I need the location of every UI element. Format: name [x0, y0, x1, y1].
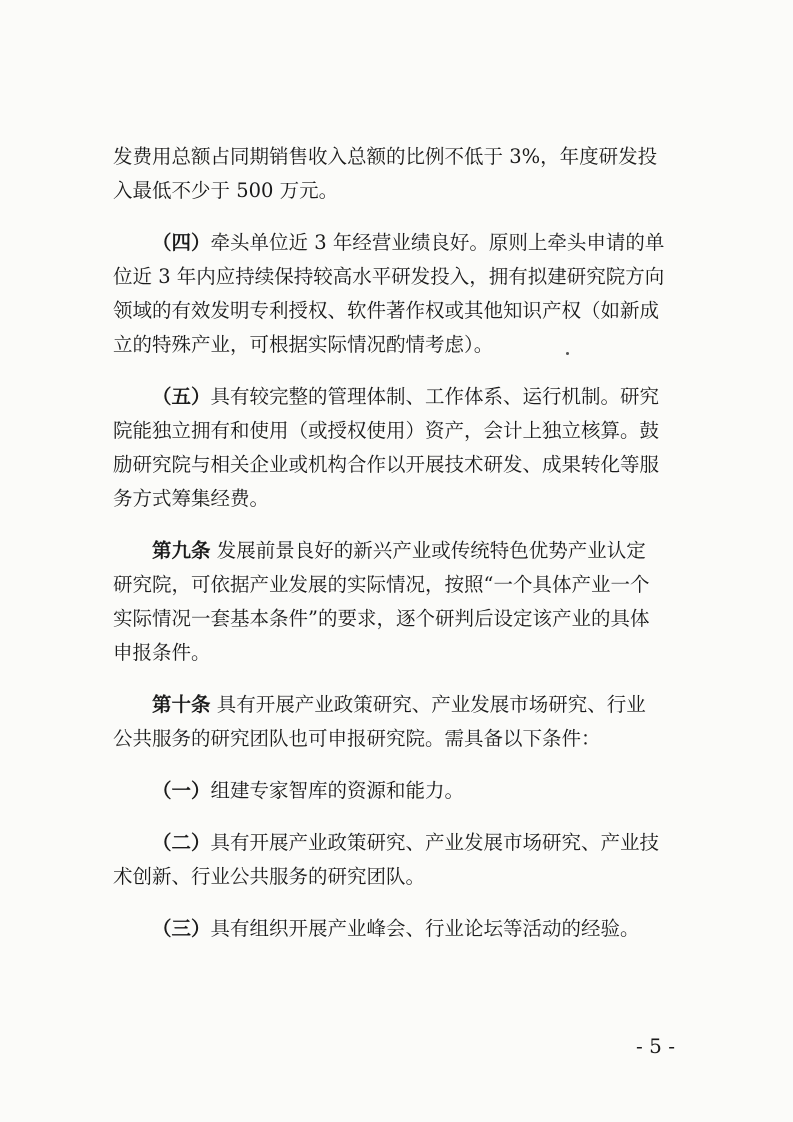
paragraph [113, 534, 698, 670]
paragraph [113, 688, 698, 756]
clause-heading: 第九条 [152, 539, 211, 562]
line-text: 励研究院与相关企业或机构合作以开展技术研发、成果转化等服 [113, 453, 660, 476]
line-text: 申报条件。 [113, 641, 211, 664]
line-text: 具有组织开展产业峰会、行业论坛等活动的经验。 [210, 917, 640, 940]
paragraph [113, 226, 698, 362]
line-text: 具有开展产业政策研究、产业发展市场研究、产业技 [210, 831, 660, 854]
text-line [113, 448, 698, 482]
text-line [113, 328, 698, 362]
paragraph [113, 380, 698, 516]
document-body [113, 140, 698, 964]
line-text: 公共服务的研究团队也可申报研究院。需具备以下条件： [113, 727, 601, 750]
text-line [113, 912, 698, 946]
text-line [113, 260, 698, 294]
clause-heading: （三） [152, 917, 211, 940]
text-line [113, 774, 698, 808]
line-text: 发展前景良好的新兴产业或传统特色优势产业认定 [210, 539, 646, 562]
text-line [113, 722, 698, 756]
scan-speck [566, 352, 569, 355]
text-line [113, 534, 698, 568]
line-text: 组建专家智库的资源和能力。 [210, 779, 465, 802]
clause-heading: 第十条 [152, 693, 211, 716]
clause-heading: （五） [152, 385, 211, 408]
line-text: 具有较完整的管理体制、工作体系、运行机制。研究 [210, 385, 660, 408]
clause-heading: （一） [152, 779, 211, 802]
text-line [113, 226, 698, 260]
line-text: 研究院，可依据产业发展的实际情况，按照“一个具体产业一个 [113, 573, 650, 596]
text-line [113, 414, 698, 448]
paragraph [113, 140, 698, 208]
line-text: 术创新、行业公共服务的研究团队。 [113, 865, 426, 888]
text-line [113, 482, 698, 516]
text-line [113, 174, 698, 208]
text-line [113, 688, 698, 722]
text-line [113, 568, 698, 602]
line-text: 务方式筹集经费。 [113, 487, 270, 510]
line-text: 入最低不少于 500 万元。 [113, 179, 339, 202]
line-text: 实际情况一套基本条件”的要求，逐个研判后设定该产业的具体 [113, 607, 650, 630]
line-text: 位近 3 年内应持续保持较高水平研发投入，拥有拟建研究院方向 [113, 265, 665, 288]
text-line [113, 294, 698, 328]
text-line [113, 636, 698, 670]
line-text: 牵头单位近 3 年经营业绩良好。原则上牵头申请的单 [210, 231, 665, 254]
page-number: - 5 - [636, 1034, 675, 1058]
paragraph [113, 912, 698, 946]
text-line [113, 826, 698, 860]
line-text: 发费用总额占同期销售收入总额的比例不低于 3%，年度研发投 [113, 145, 658, 168]
line-text: 立的特殊产业，可根据实际情况酌情考虑）。 [113, 333, 494, 356]
line-text: 院能独立拥有和使用（或授权使用）资产，会计上独立核算。鼓 [113, 419, 660, 442]
paragraph [113, 774, 698, 808]
text-line [113, 140, 698, 174]
text-line [113, 602, 698, 636]
text-line [113, 860, 698, 894]
clause-heading: （四） [152, 231, 211, 254]
line-text: 领域的有效发明专利授权、软件著作权或其他知识产权（如新成 [113, 299, 660, 322]
text-line [113, 380, 698, 414]
paragraph [113, 826, 698, 894]
line-text: 具有开展产业政策研究、产业发展市场研究、行业 [210, 693, 646, 716]
clause-heading: （二） [152, 831, 211, 854]
